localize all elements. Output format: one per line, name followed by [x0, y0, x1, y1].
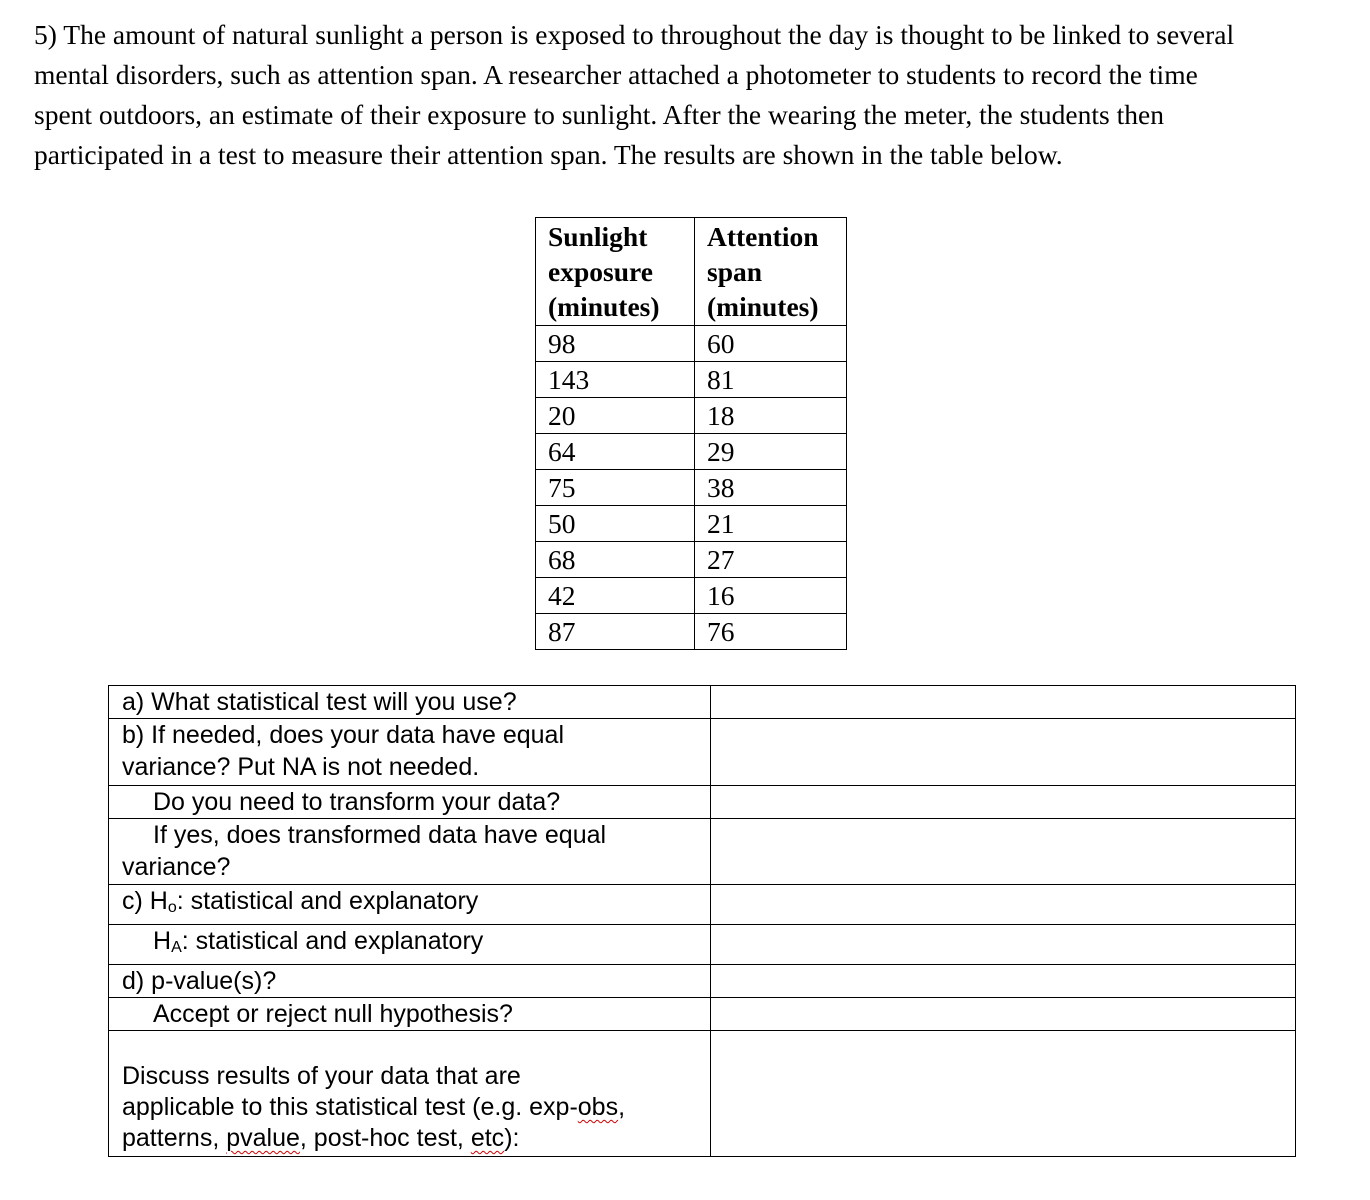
table-row: [536, 614, 847, 650]
table-row: [536, 542, 847, 578]
question-row-d: [109, 965, 1296, 998]
attention-cell: 60: [695, 326, 847, 362]
table-row: [536, 470, 847, 506]
answer-cell-d[interactable]: [711, 965, 1296, 998]
question-cell-ha: HA: statistical and explanatory: [109, 925, 711, 965]
header-attention-span: Attention span (minutes): [695, 218, 847, 326]
attention-cell: 21: [695, 506, 847, 542]
question-line: 5) The amount of natural sunlight a person is exposed to throughout the day is thought to be linked to several: [34, 19, 1235, 50]
attention-cell: 76: [695, 614, 847, 650]
data-table-header-row: [536, 218, 847, 326]
question-cell-d: d) p-value(s)?: [109, 965, 711, 998]
data-table: [535, 217, 847, 650]
answer-cell-a[interactable]: [711, 686, 1296, 719]
answer-cell-accept[interactable]: [711, 998, 1296, 1031]
table-row: [536, 506, 847, 542]
table-row: [536, 362, 847, 398]
question-row-a: [109, 686, 1296, 719]
attention-cell: 27: [695, 542, 847, 578]
answer-table: [108, 685, 1296, 1157]
question-row-transformed-variance: [109, 819, 1296, 885]
table-row: [536, 398, 847, 434]
table-row: [536, 434, 847, 470]
sunlight-cell: 42: [536, 578, 695, 614]
sunlight-cell: 75: [536, 470, 695, 506]
attention-cell: 29: [695, 434, 847, 470]
question-line: participated in a test to measure their attention span. The results are shown in the table below.: [34, 139, 1063, 170]
header-sunlight-exposure: Sunlight exposure (minutes): [536, 218, 695, 326]
question-cell-accept: Accept or reject null hypothesis?: [109, 998, 711, 1031]
answer-cell-discuss[interactable]: [711, 1031, 1296, 1157]
question-text: [34, 15, 1364, 175]
answer-cell-b[interactable]: [711, 719, 1296, 786]
answer-cell-ha[interactable]: [711, 925, 1296, 965]
question-row-accept: [109, 998, 1296, 1031]
question-row-b: [109, 719, 1296, 786]
sunlight-cell: 98: [536, 326, 695, 362]
sunlight-cell: 87: [536, 614, 695, 650]
question-row-h0: [109, 885, 1296, 925]
answer-cell-h0[interactable]: [711, 885, 1296, 925]
sunlight-cell: 50: [536, 506, 695, 542]
answer-cell-transformed-variance[interactable]: [711, 819, 1296, 885]
answer-cell-transform[interactable]: [711, 786, 1296, 819]
sunlight-cell: 68: [536, 542, 695, 578]
attention-cell: 38: [695, 470, 847, 506]
question-cell-transform: Do you need to transform your data?: [109, 786, 711, 819]
sunlight-cell: 64: [536, 434, 695, 470]
question-line: mental disorders, such as attention span. A researcher attached a photometer to students to record the time: [34, 59, 1198, 90]
question-row-discuss: [109, 1031, 1296, 1157]
question-cell-discuss: Discuss results of your data that are applicable to this statistical test (e.g. exp-obs, patterns, pvalue, post-hoc test, etc):: [109, 1031, 711, 1157]
sunlight-cell: 20: [536, 398, 695, 434]
attention-cell: 18: [695, 398, 847, 434]
question-cell-a: a) What statistical test will you use?: [109, 686, 711, 719]
question-row-ha: [109, 925, 1296, 965]
attention-cell: 16: [695, 578, 847, 614]
question-cell-transformed-variance: If yes, does transformed data have equal variance?: [109, 819, 711, 885]
attention-cell: 81: [695, 362, 847, 398]
question-row-transform: [109, 786, 1296, 819]
sunlight-cell: 143: [536, 362, 695, 398]
question-line: spent outdoors, an estimate of their exposure to sunlight. After the wearing the meter, the students then: [34, 99, 1164, 130]
table-row: [536, 326, 847, 362]
question-cell-b: b) If needed, does your data have equal variance? Put NA is not needed.: [109, 719, 711, 786]
table-row: [536, 578, 847, 614]
question-cell-h0: c) Ho: statistical and explanatory: [109, 885, 711, 925]
